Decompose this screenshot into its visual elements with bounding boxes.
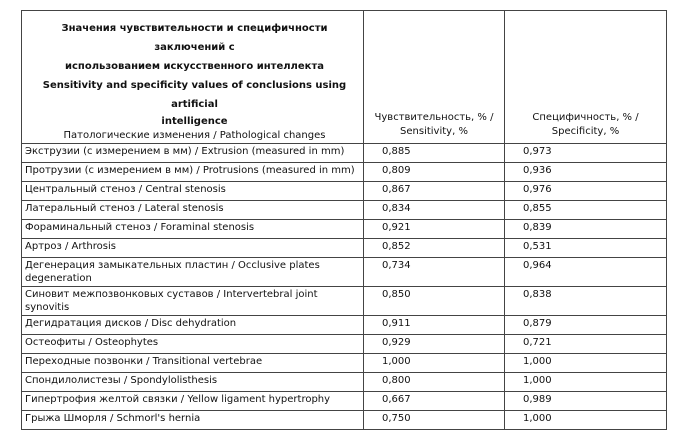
pathology-name-cell: Спондилолистезы / Spondylolisthesis [22,373,364,392]
sensitivity-cell: 0,734 [364,258,505,287]
table-row [22,144,667,163]
column-header-specificity [505,11,667,144]
specificity-cell: 0,855 [505,201,667,220]
table-row [22,354,667,373]
table-row [22,316,667,335]
header-title-cell [22,11,364,144]
pathology-name-cell: Грыжа Шморля / Schmorl's hernia [22,411,364,430]
results-table-container [21,10,666,430]
table-title-ru-line-2: использованием искусственного интеллекта [65,61,324,72]
table-row [22,392,667,411]
table-row [22,182,667,201]
table-row [22,258,667,287]
column-header-sensitivity [364,11,505,144]
specificity-cell: 0,976 [505,182,667,201]
pathology-name-cell: Центральный стеноз / Central stenosis [22,182,364,201]
sensitivity-cell: 0,852 [364,239,505,258]
sensitivity-cell: 0,867 [364,182,505,201]
specificity-cell: 1,000 [505,373,667,392]
specificity-cell: 0,973 [505,144,667,163]
pathology-name-cell: Артроз / Arthrosis [22,239,364,258]
sensitivity-cell: 0,834 [364,201,505,220]
table-row [22,373,667,392]
specificity-header-line-1: Специфичность, % / [532,112,639,123]
sensitivity-cell: 0,809 [364,163,505,182]
pathology-name-cell: Переходные позвонки / Transitional vertebrae [22,354,364,373]
sensitivity-cell: 0,929 [364,335,505,354]
sensitivity-cell: 0,667 [364,392,505,411]
specificity-cell: 0,721 [505,335,667,354]
sensitivity-cell: 1,000 [364,354,505,373]
pathology-name-cell: Остеофиты / Osteophytes [22,335,364,354]
specificity-header-line-2: Specificity, % [551,126,620,137]
sensitivity-cell: 0,750 [364,411,505,430]
column-header-pathological-changes: Патологические изменения / Pathological changes [63,130,326,141]
pathology-name-cell: Дегидратация дисков / Disc dehydration [22,316,364,335]
sensitivity-cell: 0,850 [364,287,505,316]
table-row [22,163,667,182]
specificity-cell: 0,838 [505,287,667,316]
pathology-name-cell: Дегенерация замыкательных пластин / Occlusive plates degeneration [22,258,364,287]
pathology-name-cell: Гипертрофия желтой связки / Yellow ligament hypertrophy [22,392,364,411]
table-row [22,239,667,258]
pathology-name-cell: Фораминальный стеноз / Foraminal stenosis [22,220,364,239]
sensitivity-header-line-1: Чувствительность, % / [374,112,494,123]
table-title-en-line-2: intelligence [161,116,228,127]
sensitivity-cell: 0,800 [364,373,505,392]
specificity-cell: 1,000 [505,354,667,373]
specificity-cell: 0,531 [505,239,667,258]
pathology-name-cell: Экструзии (с измерением в мм) / Extrusion (measured in mm) [22,144,364,163]
table-row [22,411,667,430]
sensitivity-header-line-2: Sensitivity, % [400,126,468,137]
specificity-cell: 0,879 [505,316,667,335]
sensitivity-cell: 0,911 [364,316,505,335]
pathology-name-cell: Латеральный стеноз / Lateral stenosis [22,201,364,220]
pathology-name-cell: Синовит межпозвонковых суставов / Intervertebral joint synovitis [22,287,364,316]
specificity-cell: 1,000 [505,411,667,430]
specificity-cell: 0,989 [505,392,667,411]
sensitivity-cell: 0,921 [364,220,505,239]
table-title-en-line-1: Sensitivity and specificity values of conclusions using artificial [42,80,347,110]
sensitivity-specificity-table [21,10,667,430]
specificity-cell: 0,964 [505,258,667,287]
table-row [22,287,667,316]
sensitivity-cell: 0,885 [364,144,505,163]
table-row [22,335,667,354]
table-row [22,201,667,220]
table-header-row [22,11,667,144]
pathology-name-cell: Протрузии (с измерением в мм) / Protrusions (measured in mm) [22,163,364,182]
specificity-cell: 0,839 [505,220,667,239]
table-title-ru-line-1: Значения чувствительности и специфичности заключений с [61,23,328,53]
specificity-cell: 0,936 [505,163,667,182]
table-row [22,220,667,239]
